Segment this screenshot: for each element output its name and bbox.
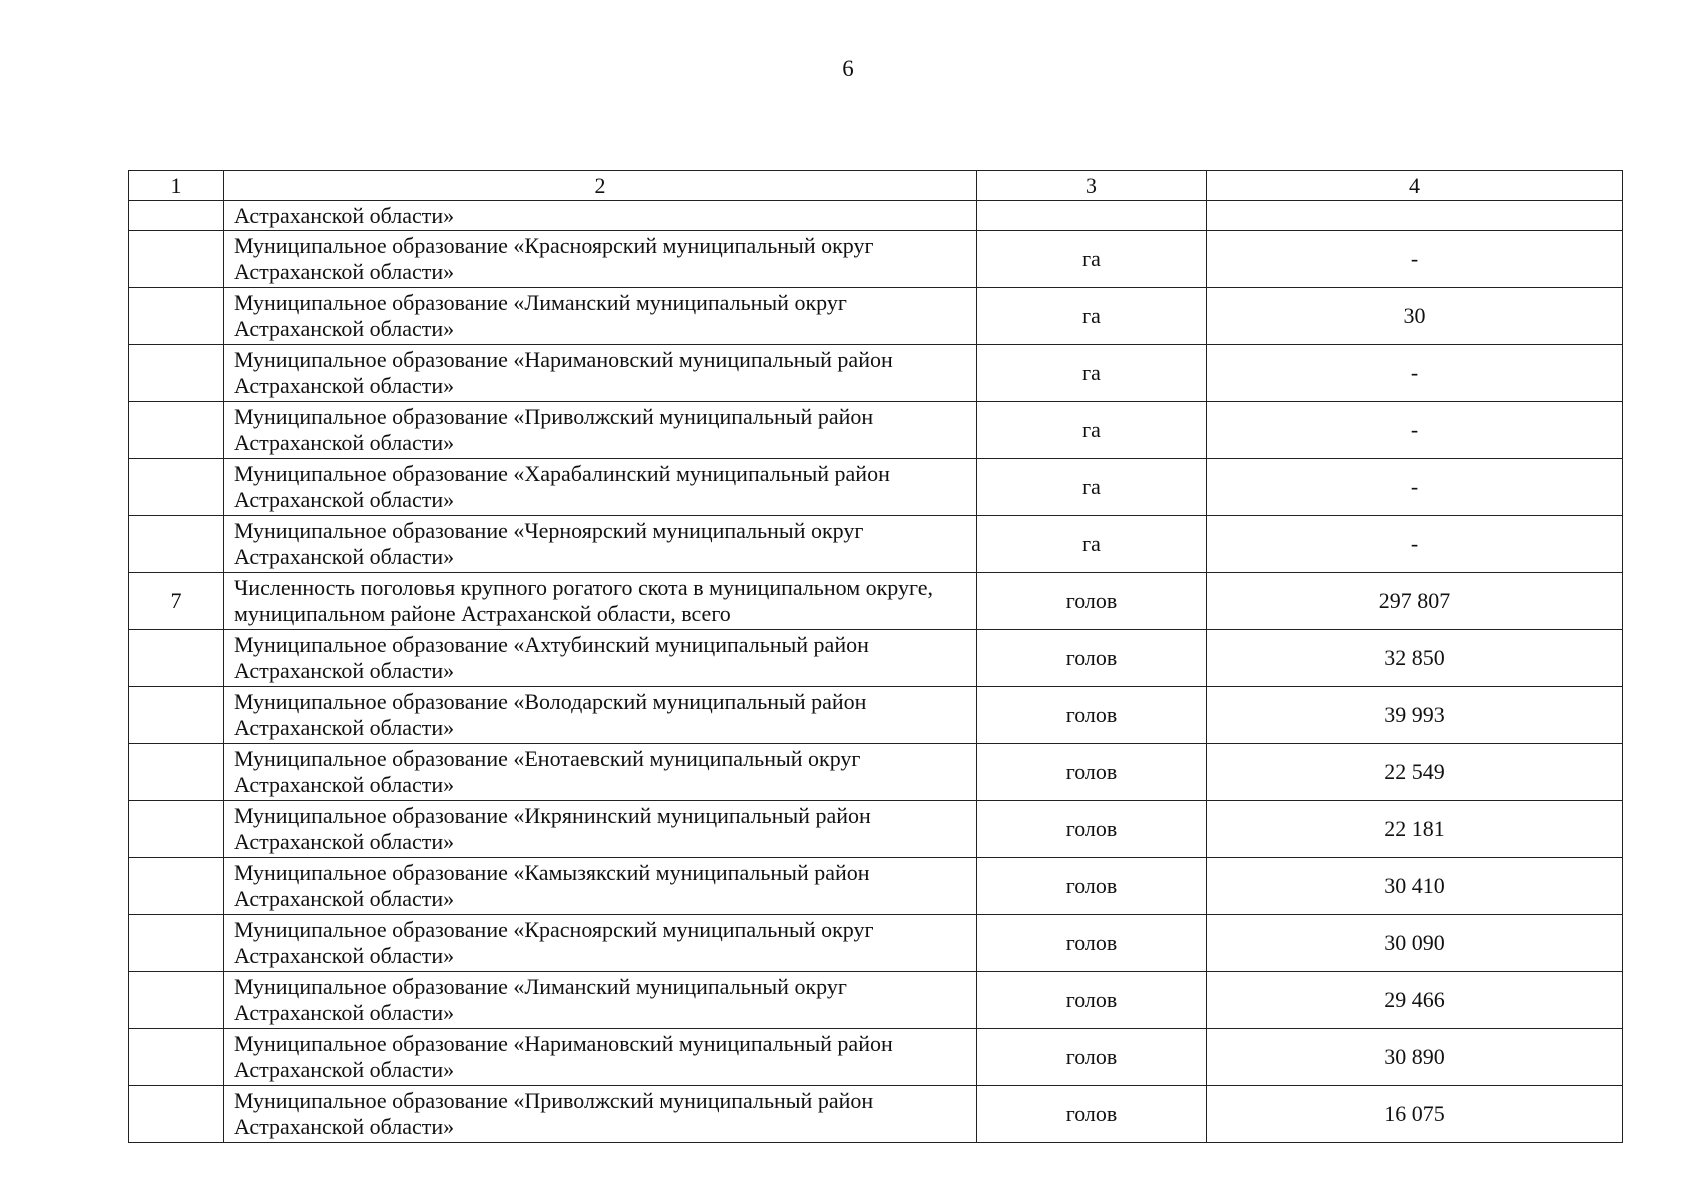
unit-cell: га (977, 345, 1207, 402)
row-number-cell (129, 345, 224, 402)
unit-cell: голов (977, 972, 1207, 1029)
indicator-name-cell: Муниципальное образование «Харабалинский муниципальный район Астраханской области» (224, 459, 977, 516)
unit-cell: га (977, 231, 1207, 288)
page-number: 6 (842, 56, 854, 81)
unit-cell: голов (977, 801, 1207, 858)
row-number-cell (129, 687, 224, 744)
unit-cell: голов (977, 915, 1207, 972)
value-cell: - (1207, 516, 1623, 573)
row-number-cell (129, 516, 224, 573)
row-number-cell (129, 459, 224, 516)
column-header-2: 2 (224, 171, 977, 201)
value-cell: 29 466 (1207, 972, 1623, 1029)
unit-cell: га (977, 516, 1207, 573)
row-number-cell (129, 858, 224, 915)
indicator-name-cell: Численность поголовья крупного рогатого скота в муниципальном округе, муниципальном районе Астраханской области, всего (224, 573, 977, 630)
unit-cell: га (977, 459, 1207, 516)
value-cell: 297 807 (1207, 573, 1623, 630)
unit-cell: га (977, 402, 1207, 459)
indicator-name-cell: Муниципальное образование «Наримановский муниципальный район Астраханской области» (224, 1029, 977, 1086)
indicator-name-cell: Муниципальное образование «Приволжский муниципальный район Астраханской области» (224, 402, 977, 459)
continuation-text: Астраханской области» (224, 201, 977, 231)
table-row (129, 687, 1623, 744)
indicator-name-cell: Муниципальное образование «Енотаевский муниципальный округ Астраханской области» (224, 744, 977, 801)
table-row (129, 630, 1623, 687)
indicator-name-cell: Муниципальное образование «Икрянинский муниципальный район Астраханской области» (224, 801, 977, 858)
value-cell: - (1207, 231, 1623, 288)
unit-cell: голов (977, 573, 1207, 630)
table-header-row (129, 171, 1623, 201)
value-cell: - (1207, 402, 1623, 459)
row-number-cell (129, 1086, 224, 1143)
table-row (129, 801, 1623, 858)
row-number-cell (129, 231, 224, 288)
row-number-cell (129, 630, 224, 687)
table-row (129, 573, 1623, 630)
table-row (129, 231, 1623, 288)
indicator-name-cell: Муниципальное образование «Лиманский муниципальный округ Астраханской области» (224, 972, 977, 1029)
value-cell: 30 890 (1207, 1029, 1623, 1086)
value-cell: - (1207, 459, 1623, 516)
value-cell: 30 090 (1207, 915, 1623, 972)
value-cell (1207, 201, 1623, 231)
column-header-1: 1 (129, 171, 224, 201)
indicator-name-cell: Муниципальное образование «Наримановский муниципальный район Астраханской области» (224, 345, 977, 402)
value-cell: 16 075 (1207, 1086, 1623, 1143)
row-number-cell: 7 (129, 573, 224, 630)
row-number-cell (129, 801, 224, 858)
table-row (129, 915, 1623, 972)
table-row (129, 1029, 1623, 1086)
row-number-cell (129, 915, 224, 972)
unit-cell: га (977, 288, 1207, 345)
unit-cell: голов (977, 744, 1207, 801)
row-number-cell (129, 744, 224, 801)
data-table (128, 170, 1623, 1143)
unit-cell (977, 201, 1207, 231)
row-number-cell (129, 1029, 224, 1086)
value-cell: - (1207, 345, 1623, 402)
table-row (129, 288, 1623, 345)
column-header-4: 4 (1207, 171, 1623, 201)
row-number-cell (129, 288, 224, 345)
indicator-name-cell: Муниципальное образование «Камызякский муниципальный район Астраханской области» (224, 858, 977, 915)
value-cell: 32 850 (1207, 630, 1623, 687)
indicator-name-cell: Муниципальное образование «Ахтубинский муниципальный район Астраханской области» (224, 630, 977, 687)
value-cell: 39 993 (1207, 687, 1623, 744)
table-row (129, 972, 1623, 1029)
table-row (129, 516, 1623, 573)
value-cell: 22 549 (1207, 744, 1623, 801)
indicator-name-cell: Муниципальное образование «Красноярский муниципальный округ Астраханской области» (224, 915, 977, 972)
column-header-3: 3 (977, 171, 1207, 201)
indicator-name-cell: Муниципальное образование «Володарский муниципальный район Астраханской области» (224, 687, 977, 744)
row-number-cell (129, 201, 224, 231)
unit-cell: голов (977, 1029, 1207, 1086)
unit-cell: голов (977, 687, 1207, 744)
unit-cell: голов (977, 858, 1207, 915)
row-number-cell (129, 402, 224, 459)
indicator-name-cell: Муниципальное образование «Лиманский муниципальный округ Астраханской области» (224, 288, 977, 345)
table-row (129, 459, 1623, 516)
continuation-row (129, 201, 1623, 231)
unit-cell: голов (977, 1086, 1207, 1143)
table-row (129, 402, 1623, 459)
row-number-cell (129, 972, 224, 1029)
table-row (129, 858, 1623, 915)
value-cell: 22 181 (1207, 801, 1623, 858)
table-row (129, 1086, 1623, 1143)
table-row (129, 744, 1623, 801)
indicator-name-cell: Муниципальное образование «Приволжский муниципальный район Астраханской области» (224, 1086, 977, 1143)
value-cell: 30 (1207, 288, 1623, 345)
indicator-name-cell: Муниципальное образование «Черноярский муниципальный округ Астраханской области» (224, 516, 977, 573)
value-cell: 30 410 (1207, 858, 1623, 915)
indicator-name-cell: Муниципальное образование «Красноярский муниципальный округ Астраханской области» (224, 231, 977, 288)
table-row (129, 345, 1623, 402)
unit-cell: голов (977, 630, 1207, 687)
